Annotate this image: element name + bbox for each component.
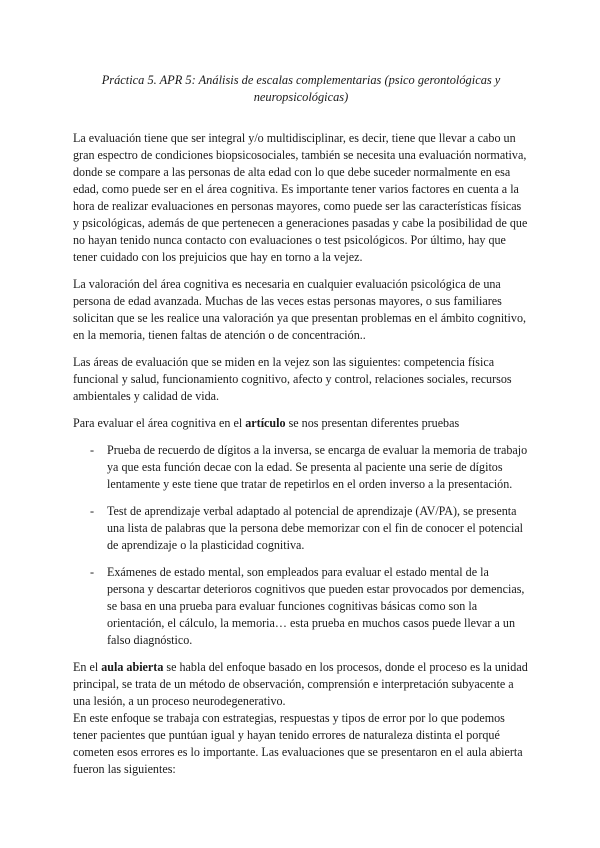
- paragraph-process-approach: En este enfoque se trabaja con estrategias, respuestas y tipos de error por lo que podemos tener pacientes que puntúan igual y hayan tenido errores de naturaleza distinta el porqué cometen esos errores es lo importante. Las evaluaciones que se presentaron en el aula abierta fueron las siguientes:: [73, 711, 523, 776]
- list-dash: -: [90, 565, 95, 579]
- paragraph-integral-evaluation: La evaluación tiene que ser integral y/o multidisciplinar, es decir, tiene que llevar a cabo un gran espectro de condiciones biopsicosociales, también se necesita una evaluación normativa, donde se compare a las personas de alta edad con lo que debe suceder normalmente en esa edad, como puede ser en el área cognitiva. Es importante tener varios factores en cuenta a la hora de realizar evaluaciones en personas mayores, como puede ser las características físicas y psicológicas, además de que pertenecen a generaciones pasadas y cabe la posibilidad de que no hayan tenido nunca contacto con evaluaciones o test psicológicos. Por último, hay que tener cuidado con los prejuicios que hay en torno a la vejez.: [73, 131, 528, 264]
- list-item-text: Exámenes de estado mental, son empleados para evaluar el estado mental de la persona y descartar deterioros cognitivos que pueden estar provocados por demencias, se basa en una prueba para evaluar funciones cognitivas básicas como son la orientación, el cálculo, la memoria… esta prueba en muchos casos puede llevar a un falso diagnóstico.: [107, 565, 525, 647]
- list-item: [73, 442, 529, 493]
- document-body: [73, 130, 529, 778]
- list-item: [73, 564, 529, 649]
- paragraph-article-intro: [73, 415, 529, 432]
- document-title: Práctica 5. APR 5: Análisis de escalas complementarias (psico gerontológicas y neuropsicológicas): [101, 73, 501, 104]
- open-classroom-bold: aula abierta: [101, 660, 164, 674]
- paragraph-evaluation-areas: Las áreas de evaluación que se miden en la vejez son las siguientes: competencia física funcional y salud, funcionamiento cognitivo, afecto y control, relaciones sociales, recursos ambientales y calidad de vida.: [73, 355, 512, 403]
- article-intro-tail: se nos presentan diferentes pruebas: [285, 416, 460, 430]
- paragraph-open-classroom: [73, 659, 529, 710]
- list-dash: -: [90, 443, 95, 457]
- open-classroom-tail: se habla del enfoque basado en los procesos, donde el proceso es la unidad principal, se trata de un método de observación, comprensión e interpretación subyacente a una lesión, a un proceso neurodegenerativo.: [73, 660, 528, 708]
- article-intro-text: Para evaluar el área cognitiva en el: [73, 416, 246, 430]
- article-bold: artículo: [245, 416, 286, 430]
- open-classroom-text: En el: [73, 660, 102, 674]
- tests-list: [73, 442, 529, 649]
- list-item: [73, 503, 529, 554]
- list-item-text: Prueba de recuerdo de dígitos a la inversa, se encarga de evaluar la memoria de trabajo ya que esta función decae con la edad. Se presenta al paciente una serie de dígitos lentamente y este tiene que tratar de repetirlos en el orden inverso a la presentación.: [107, 443, 528, 491]
- list-dash: -: [90, 504, 95, 518]
- list-item-text: Test de aprendizaje verbal adaptado al potencial de aprendizaje (AV/PA), se presenta una lista de palabras que la persona debe memorizar con el fin de conocer el potencial de aprendizaje o la plasticidad cognitiva.: [107, 504, 524, 552]
- paragraph-cognitive-assessment: La valoración del área cognitiva es necesaria en cualquier evaluación psicológica de una persona de edad avanzada. Muchas de las veces estas personas mayores, o sus familiares solicitan que se les realice una valoración ya que presentan problemas en el ámbito cognitivo, en la memoria, tienen faltas de atención o de concentración..: [73, 277, 527, 342]
